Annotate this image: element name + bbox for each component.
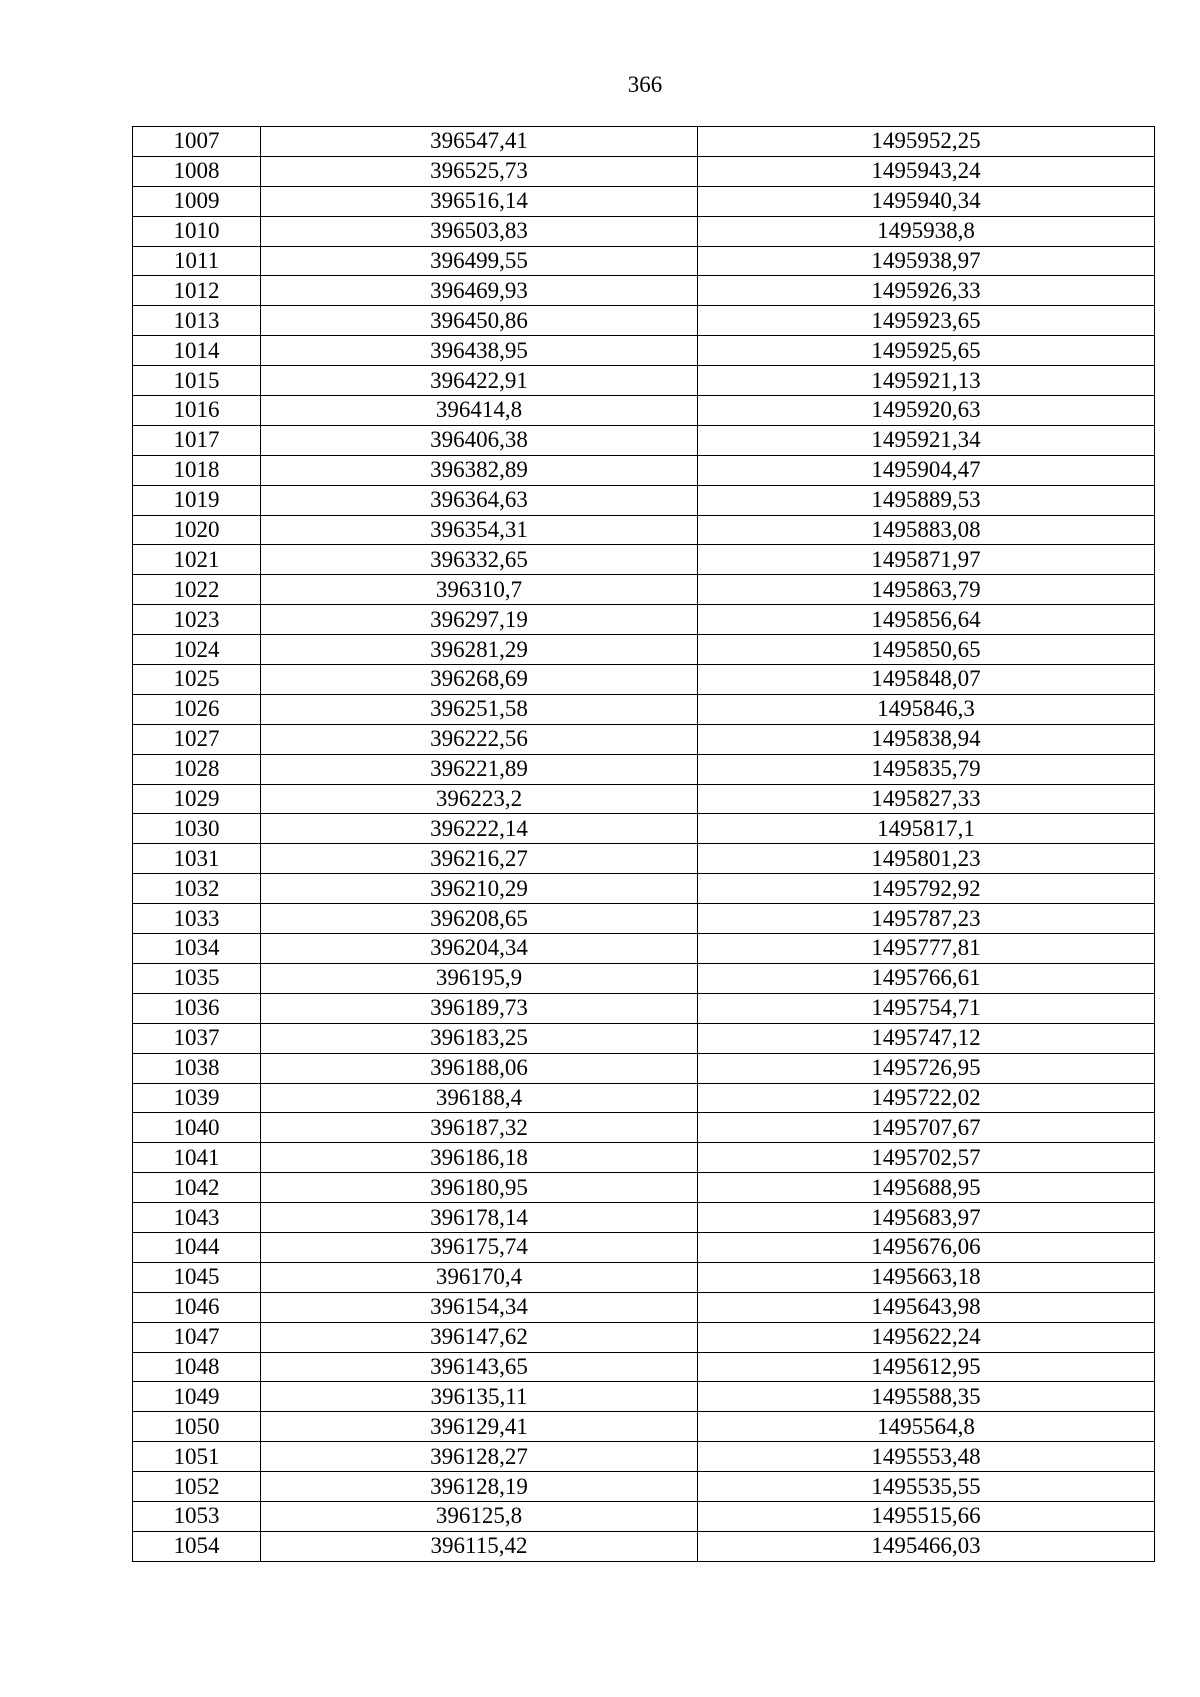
x-coordinate-cell: 396364,63	[261, 485, 698, 515]
x-coordinate-cell: 396516,14	[261, 186, 698, 216]
y-coordinate-cell: 1495940,34	[698, 186, 1155, 216]
x-coordinate-cell: 396129,41	[261, 1412, 698, 1442]
point-number-cell: 1049	[133, 1382, 261, 1412]
y-coordinate-cell: 1495871,97	[698, 545, 1155, 575]
x-coordinate-cell: 396187,32	[261, 1113, 698, 1143]
y-coordinate-cell: 1495938,97	[698, 246, 1155, 276]
y-coordinate-cell: 1495747,12	[698, 1023, 1155, 1053]
y-coordinate-cell: 1495846,3	[698, 694, 1155, 724]
table-row	[133, 694, 1155, 724]
point-number-cell: 1024	[133, 635, 261, 665]
point-number-cell: 1025	[133, 665, 261, 695]
y-coordinate-cell: 1495921,13	[698, 366, 1155, 396]
point-number-cell: 1040	[133, 1113, 261, 1143]
table-row	[133, 1232, 1155, 1262]
point-number-cell: 1038	[133, 1053, 261, 1083]
x-coordinate-cell: 396422,91	[261, 366, 698, 396]
x-coordinate-cell: 396222,56	[261, 724, 698, 754]
x-coordinate-cell: 396332,65	[261, 545, 698, 575]
table-row	[133, 1322, 1155, 1352]
point-number-cell: 1048	[133, 1352, 261, 1382]
y-coordinate-cell: 1495856,64	[698, 605, 1155, 635]
point-number-cell: 1017	[133, 425, 261, 455]
point-number-cell: 1029	[133, 784, 261, 814]
y-coordinate-cell: 1495466,03	[698, 1531, 1155, 1561]
table-row	[133, 963, 1155, 993]
x-coordinate-cell: 396154,34	[261, 1292, 698, 1322]
x-coordinate-cell: 396188,4	[261, 1083, 698, 1113]
y-coordinate-cell: 1495923,65	[698, 306, 1155, 336]
table-row	[133, 127, 1155, 157]
x-coordinate-cell: 396499,55	[261, 246, 698, 276]
table-row	[133, 665, 1155, 695]
x-coordinate-cell: 396382,89	[261, 455, 698, 485]
table-row	[133, 1203, 1155, 1233]
table-row	[133, 1173, 1155, 1203]
y-coordinate-cell: 1495850,65	[698, 635, 1155, 665]
table-row	[133, 216, 1155, 246]
y-coordinate-cell: 1495766,61	[698, 963, 1155, 993]
y-coordinate-cell: 1495622,24	[698, 1322, 1155, 1352]
table-row	[133, 156, 1155, 186]
table-row	[133, 455, 1155, 485]
point-number-cell: 1041	[133, 1143, 261, 1173]
table-row	[133, 575, 1155, 605]
point-number-cell: 1015	[133, 366, 261, 396]
x-coordinate-cell: 396450,86	[261, 306, 698, 336]
table-row	[133, 425, 1155, 455]
x-coordinate-cell: 396180,95	[261, 1173, 698, 1203]
y-coordinate-cell: 1495801,23	[698, 844, 1155, 874]
table-row	[133, 1113, 1155, 1143]
table-row	[133, 246, 1155, 276]
table-row	[133, 186, 1155, 216]
y-coordinate-cell: 1495553,48	[698, 1442, 1155, 1472]
table-row	[133, 545, 1155, 575]
y-coordinate-cell: 1495817,1	[698, 814, 1155, 844]
x-coordinate-cell: 396128,19	[261, 1472, 698, 1502]
table-row	[133, 904, 1155, 934]
y-coordinate-cell: 1495889,53	[698, 485, 1155, 515]
table-row	[133, 1023, 1155, 1053]
point-number-cell: 1027	[133, 724, 261, 754]
x-coordinate-cell: 396115,42	[261, 1531, 698, 1561]
point-number-cell: 1028	[133, 754, 261, 784]
table-row	[133, 993, 1155, 1023]
table-row	[133, 336, 1155, 366]
table-row	[133, 515, 1155, 545]
y-coordinate-cell: 1495926,33	[698, 276, 1155, 306]
y-coordinate-cell: 1495883,08	[698, 515, 1155, 545]
y-coordinate-cell: 1495904,47	[698, 455, 1155, 485]
x-coordinate-cell: 396297,19	[261, 605, 698, 635]
x-coordinate-cell: 396195,9	[261, 963, 698, 993]
table-row	[133, 276, 1155, 306]
x-coordinate-cell: 396406,38	[261, 425, 698, 455]
y-coordinate-cell: 1495863,79	[698, 575, 1155, 605]
point-number-cell: 1012	[133, 276, 261, 306]
table-row	[133, 1472, 1155, 1502]
y-coordinate-cell: 1495938,8	[698, 216, 1155, 246]
x-coordinate-cell: 396216,27	[261, 844, 698, 874]
table-row	[133, 366, 1155, 396]
y-coordinate-cell: 1495588,35	[698, 1382, 1155, 1412]
y-coordinate-cell: 1495920,63	[698, 396, 1155, 426]
table-row	[133, 1531, 1155, 1561]
point-number-cell: 1018	[133, 455, 261, 485]
point-number-cell: 1053	[133, 1501, 261, 1531]
x-coordinate-cell: 396414,8	[261, 396, 698, 426]
table-row	[133, 635, 1155, 665]
point-number-cell: 1042	[133, 1173, 261, 1203]
y-coordinate-cell: 1495952,25	[698, 127, 1155, 157]
y-coordinate-cell: 1495792,92	[698, 874, 1155, 904]
table-row	[133, 934, 1155, 964]
x-coordinate-cell: 396204,34	[261, 934, 698, 964]
y-coordinate-cell: 1495676,06	[698, 1232, 1155, 1262]
table-row	[133, 754, 1155, 784]
table-row	[133, 1442, 1155, 1472]
table-row	[133, 844, 1155, 874]
x-coordinate-cell: 396310,7	[261, 575, 698, 605]
x-coordinate-cell: 396143,65	[261, 1352, 698, 1382]
point-number-cell: 1034	[133, 934, 261, 964]
point-number-cell: 1035	[133, 963, 261, 993]
x-coordinate-cell: 396147,62	[261, 1322, 698, 1352]
table-row	[133, 1352, 1155, 1382]
y-coordinate-cell: 1495535,55	[698, 1472, 1155, 1502]
point-number-cell: 1010	[133, 216, 261, 246]
x-coordinate-cell: 396183,25	[261, 1023, 698, 1053]
x-coordinate-cell: 396525,73	[261, 156, 698, 186]
point-number-cell: 1043	[133, 1203, 261, 1233]
y-coordinate-cell: 1495754,71	[698, 993, 1155, 1023]
point-number-cell: 1007	[133, 127, 261, 157]
x-coordinate-cell: 396210,29	[261, 874, 698, 904]
y-coordinate-cell: 1495688,95	[698, 1173, 1155, 1203]
point-number-cell: 1050	[133, 1412, 261, 1442]
table-row	[133, 1412, 1155, 1442]
x-coordinate-cell: 396438,95	[261, 336, 698, 366]
table-row	[133, 1083, 1155, 1113]
x-coordinate-cell: 396189,73	[261, 993, 698, 1023]
table-row	[133, 485, 1155, 515]
table-row	[133, 1143, 1155, 1173]
x-coordinate-cell: 396251,58	[261, 694, 698, 724]
x-coordinate-cell: 396469,93	[261, 276, 698, 306]
table-row	[133, 724, 1155, 754]
y-coordinate-cell: 1495835,79	[698, 754, 1155, 784]
x-coordinate-cell: 396547,41	[261, 127, 698, 157]
point-number-cell: 1031	[133, 844, 261, 874]
page-number: 366	[627, 72, 663, 97]
table-row	[133, 814, 1155, 844]
x-coordinate-cell: 396503,83	[261, 216, 698, 246]
y-coordinate-cell: 1495643,98	[698, 1292, 1155, 1322]
x-coordinate-cell: 396354,31	[261, 515, 698, 545]
point-number-cell: 1008	[133, 156, 261, 186]
x-coordinate-cell: 396186,18	[261, 1143, 698, 1173]
point-number-cell: 1026	[133, 694, 261, 724]
point-number-cell: 1054	[133, 1531, 261, 1561]
x-coordinate-cell: 396175,74	[261, 1232, 698, 1262]
y-coordinate-cell: 1495564,8	[698, 1412, 1155, 1442]
table-row	[133, 1382, 1155, 1412]
table-row	[133, 306, 1155, 336]
x-coordinate-cell: 396125,8	[261, 1501, 698, 1531]
point-number-cell: 1011	[133, 246, 261, 276]
table-row	[133, 396, 1155, 426]
x-coordinate-cell: 396221,89	[261, 754, 698, 784]
point-number-cell: 1032	[133, 874, 261, 904]
x-coordinate-cell: 396268,69	[261, 665, 698, 695]
y-coordinate-cell: 1495921,34	[698, 425, 1155, 455]
point-number-cell: 1051	[133, 1442, 261, 1472]
y-coordinate-cell: 1495612,95	[698, 1352, 1155, 1382]
y-coordinate-cell: 1495722,02	[698, 1083, 1155, 1113]
point-number-cell: 1022	[133, 575, 261, 605]
y-coordinate-cell: 1495777,81	[698, 934, 1155, 964]
table-row	[133, 1262, 1155, 1292]
table-body	[133, 127, 1155, 1562]
y-coordinate-cell: 1495726,95	[698, 1053, 1155, 1083]
x-coordinate-cell: 396128,27	[261, 1442, 698, 1472]
y-coordinate-cell: 1495827,33	[698, 784, 1155, 814]
y-coordinate-cell: 1495515,66	[698, 1501, 1155, 1531]
point-number-cell: 1023	[133, 605, 261, 635]
point-number-cell: 1052	[133, 1472, 261, 1502]
point-number-cell: 1014	[133, 336, 261, 366]
point-number-cell: 1044	[133, 1232, 261, 1262]
y-coordinate-cell: 1495707,67	[698, 1113, 1155, 1143]
y-coordinate-cell: 1495943,24	[698, 156, 1155, 186]
x-coordinate-cell: 396135,11	[261, 1382, 698, 1412]
point-number-cell: 1045	[133, 1262, 261, 1292]
point-number-cell: 1013	[133, 306, 261, 336]
table-row	[133, 1501, 1155, 1531]
point-number-cell: 1046	[133, 1292, 261, 1322]
table-row	[133, 605, 1155, 635]
point-number-cell: 1033	[133, 904, 261, 934]
x-coordinate-cell: 396178,14	[261, 1203, 698, 1233]
y-coordinate-cell: 1495663,18	[698, 1262, 1155, 1292]
x-coordinate-cell: 396188,06	[261, 1053, 698, 1083]
point-number-cell: 1030	[133, 814, 261, 844]
x-coordinate-cell: 396281,29	[261, 635, 698, 665]
point-number-cell: 1047	[133, 1322, 261, 1352]
point-number-cell: 1019	[133, 485, 261, 515]
coordinates-table	[132, 126, 1155, 1562]
point-number-cell: 1020	[133, 515, 261, 545]
y-coordinate-cell: 1495838,94	[698, 724, 1155, 754]
x-coordinate-cell: 396170,4	[261, 1262, 698, 1292]
x-coordinate-cell: 396208,65	[261, 904, 698, 934]
y-coordinate-cell: 1495702,57	[698, 1143, 1155, 1173]
x-coordinate-cell: 396222,14	[261, 814, 698, 844]
point-number-cell: 1016	[133, 396, 261, 426]
point-number-cell: 1037	[133, 1023, 261, 1053]
y-coordinate-cell: 1495683,97	[698, 1203, 1155, 1233]
table-row	[133, 1292, 1155, 1322]
table-row	[133, 784, 1155, 814]
table-row	[133, 1053, 1155, 1083]
y-coordinate-cell: 1495925,65	[698, 336, 1155, 366]
point-number-cell: 1036	[133, 993, 261, 1023]
point-number-cell: 1039	[133, 1083, 261, 1113]
point-number-cell: 1021	[133, 545, 261, 575]
point-number-cell: 1009	[133, 186, 261, 216]
table-row	[133, 874, 1155, 904]
y-coordinate-cell: 1495848,07	[698, 665, 1155, 695]
y-coordinate-cell: 1495787,23	[698, 904, 1155, 934]
x-coordinate-cell: 396223,2	[261, 784, 698, 814]
